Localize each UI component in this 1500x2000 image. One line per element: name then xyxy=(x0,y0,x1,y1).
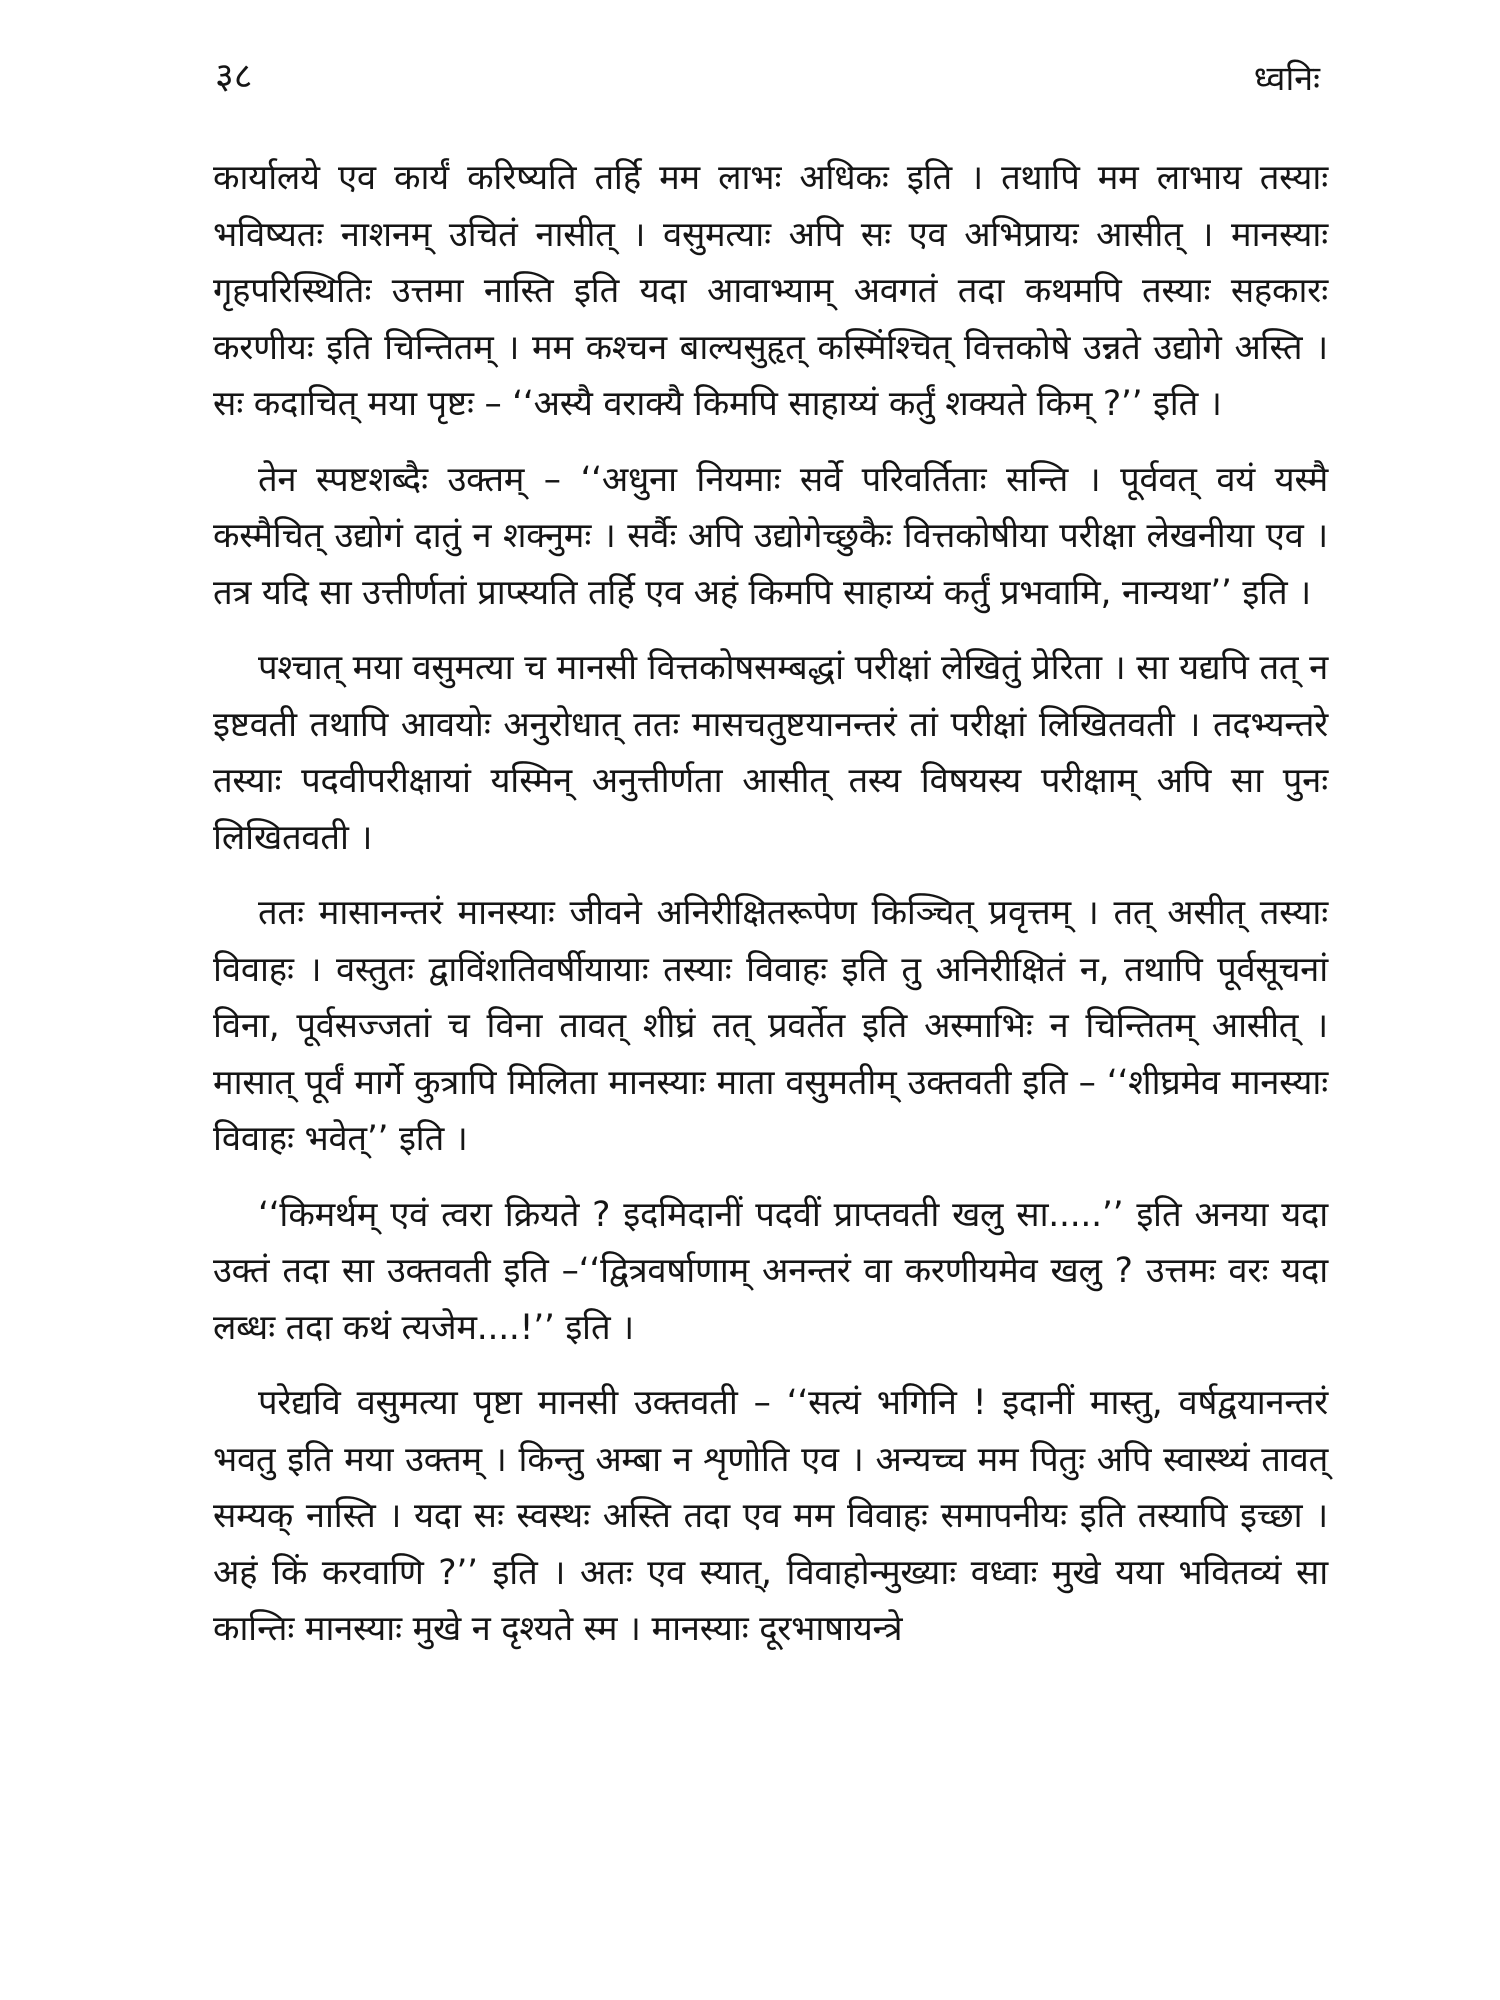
paragraph: ततः मासानन्तरं मानस्याः जीवने अनिरीक्षितरूपेण किञ्चित् प्रवृत्तम् । तत् असीत् तस्याः विवाहः । वस्तुतः द्वाविंशतिवर्षीयायाः तस्याः विवाहः इति तु अनिरीक्षितं न, तथापि पूर्वसूचनां विना, पूर्वसज्जतां च विना तावत् शीघ्रं तत् प्रवर्तेत इति अस्माभिः न चिन्तितम् आसीत् । मासात् पूर्वं मार्गे कुत्रापि मिलिता मानस्याः माता वसुमतीम् उक्तवती इति – ‘‘शीघ्रमेव मानस्याः विवाहः भवेत्’’ इति । xyxy=(213,893,1328,1159)
paragraph: ‘‘किमर्थम् एवं त्वरा क्रियते ? इदमिदानीं पदवीं प्राप्तवती खलु सा.....’’ इति अनया यदा उक्तं तदा सा उक्तवती इति –‘‘द्वित्रवर्षाणाम् अनन्तरं वा करणीयमेव खलु ? उत्तमः वरः यदा लब्धः तदा कथं त्यजेम....!’’ इति । xyxy=(213,1194,1328,1348)
paragraph: परेद्यवि वसुमत्या पृष्टा मानसी उक्तवती – ‘‘सत्यं भगिनि ! इदानीं मास्तु, वर्षद्वयानन्तरं भवतु इति मया उक्तम् । किन्तु अम्बा न शृणोति एव । अन्यच्च मम पितुः अपि स्वास्थ्यं तावत् सम्यक् नास्ति । यदा सः स्वस्थः अस्ति तदा एव मम विवाहः समापनीयः इति तस्यापि इच्छा । अहं किं करवाणि ?’’ इति । अतः एव स्यात्, विवाहोन्मुख्याः वध्वाः मुखे यया भवितव्यं सा कान्तिः मानस्याः मुखे न दृश्यते स्म । मानस्याः दूरभाषायन्त्रे xyxy=(213,1383,1328,1649)
paragraph: कार्यालये एव कार्यं करिष्यति तर्हि मम लाभः अधिकः इति । तथापि मम लाभाय तस्याः भविष्यतः नाशनम् उचितं नासीत् । वसुमत्याः अपि सः एव अभिप्रायः आसीत् । मानस्याः गृहपरिस्थितिः उत्तमा नास्ति इति यदा आवाभ्याम् अवगतं तदा कथमपि तस्याः सहकारः करणीयः इति चिन्तितम् । मम कश्चन बाल्यसुहृत् कस्मिंश्चित् वित्तकोषे उन्नते उद्योगे अस्ति । सः कदाचित् मया पृष्टः – ‘‘अस्यै वराक्यै किमपि साहाय्यं कर्तुं शक्यते किम् ?’’ इति । xyxy=(213,158,1328,424)
running-title: ध्वनिः xyxy=(1253,59,1320,99)
body-text xyxy=(213,150,1328,1658)
paragraph: पश्चात् मया वसुमत्या च मानसी वित्तकोषसम्बद्धां परीक्षां लेखितुं प्रेरिता । सा यद्यपि तत् न इष्टवती तथापि आवयोः अनुरोधात् ततः मासचतुष्टयानन्तरं तां परीक्षां लिखितवती । तदभ्यन्तरे तस्याः पदवीपरीक्षायां यस्मिन् अनुत्तीर्णता आसीत् तस्य विषयस्य परीक्षाम् अपि सा पुनः लिखितवती । xyxy=(213,648,1328,858)
page-header xyxy=(215,52,1320,122)
page-number: ३८ xyxy=(215,56,253,97)
paragraph: तेन स्पष्टशब्दैः उक्तम् – ‘‘अधुना नियमाः सर्वे परिवर्तिताः सन्ति । पूर्ववत् वयं यस्मै कस्मैचित् उद्योगं दातुं न शक्नुमः । सर्वैः अपि उद्योगेच्छुकैः वित्तकोषीया परीक्षा लेखनीया एव । तत्र यदि सा उत्तीर्णतां प्राप्स्यति तर्हि एव अहं किमपि साहाय्यं कर्तुं प्रभवामि, नान्यथा’’ इति । xyxy=(213,459,1328,613)
